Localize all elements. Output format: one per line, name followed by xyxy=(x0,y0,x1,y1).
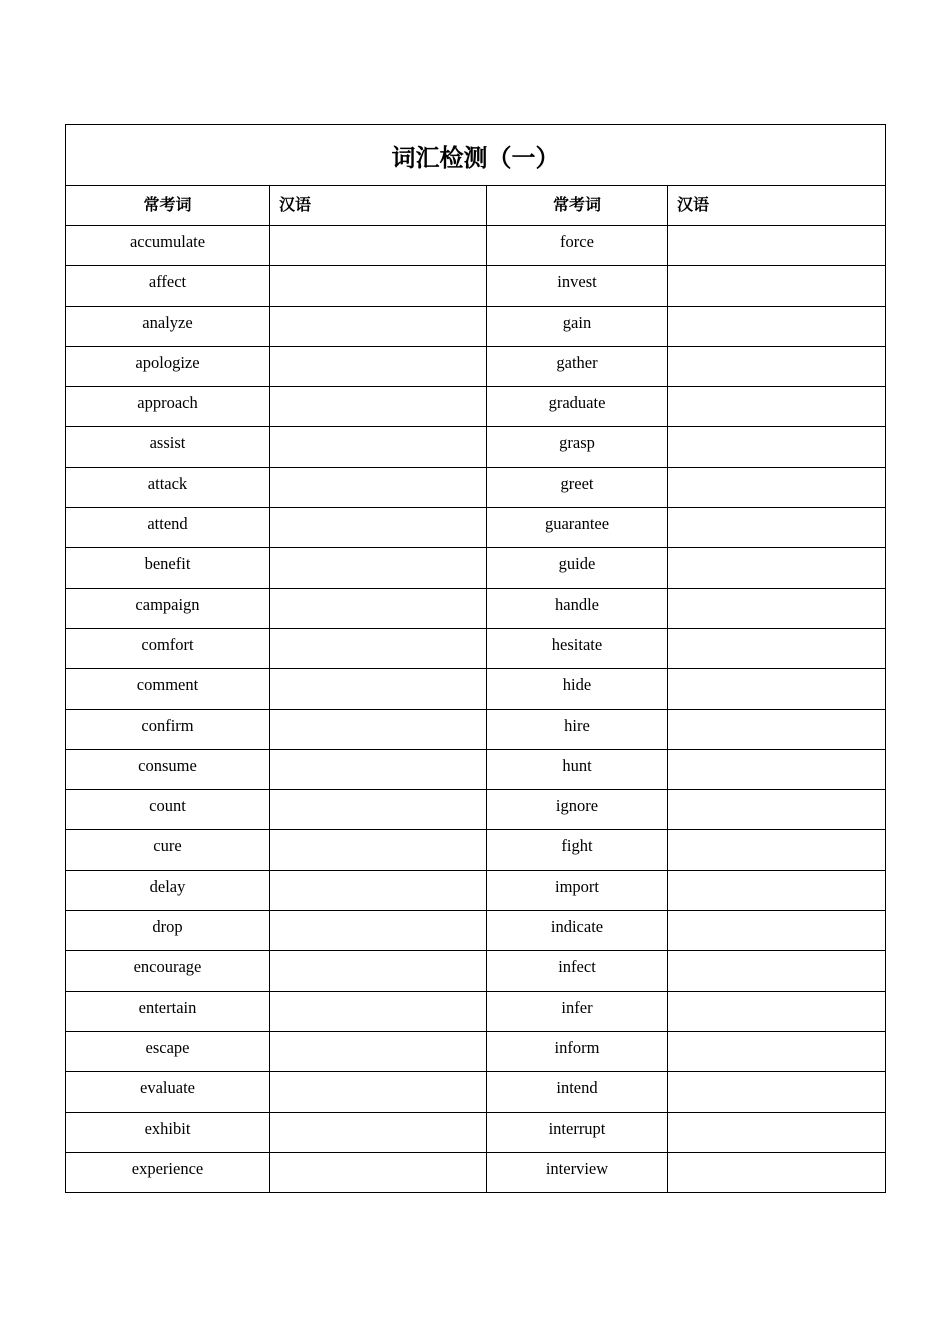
answer-cell-right[interactable] xyxy=(668,870,886,910)
answer-cell-left[interactable] xyxy=(270,588,487,628)
answer-cell-right[interactable] xyxy=(668,467,886,507)
answer-cell-right[interactable] xyxy=(668,306,886,346)
word-left: apologize xyxy=(66,346,270,386)
table-row xyxy=(66,628,886,668)
answer-cell-left[interactable] xyxy=(270,870,487,910)
table-row xyxy=(66,266,886,306)
word-left: escape xyxy=(66,1031,270,1071)
header-row xyxy=(66,186,886,226)
answer-cell-left[interactable] xyxy=(270,1112,487,1152)
table-row xyxy=(66,467,886,507)
table-row xyxy=(66,830,886,870)
word-right: infer xyxy=(487,991,668,1031)
table-row xyxy=(66,991,886,1031)
answer-cell-left[interactable] xyxy=(270,951,487,991)
answer-cell-right[interactable] xyxy=(668,669,886,709)
word-left: campaign xyxy=(66,588,270,628)
word-left: analyze xyxy=(66,306,270,346)
page-title: 词汇检测（一） xyxy=(66,125,886,186)
word-left: drop xyxy=(66,911,270,951)
word-right: handle xyxy=(487,588,668,628)
table-row xyxy=(66,588,886,628)
word-right: hire xyxy=(487,709,668,749)
answer-cell-left[interactable] xyxy=(270,1031,487,1071)
word-right: invest xyxy=(487,266,668,306)
table-row xyxy=(66,749,886,789)
answer-cell-right[interactable] xyxy=(668,709,886,749)
word-right: gain xyxy=(487,306,668,346)
answer-cell-left[interactable] xyxy=(270,1152,487,1192)
answer-cell-right[interactable] xyxy=(668,1152,886,1192)
answer-cell-left[interactable] xyxy=(270,226,487,266)
word-right: graduate xyxy=(487,387,668,427)
table-row xyxy=(66,911,886,951)
word-left: assist xyxy=(66,427,270,467)
answer-cell-left[interactable] xyxy=(270,427,487,467)
word-left: attend xyxy=(66,508,270,548)
word-right: fight xyxy=(487,830,668,870)
title-row xyxy=(66,125,886,186)
word-right: hesitate xyxy=(487,628,668,668)
table-row xyxy=(66,709,886,749)
answer-cell-left[interactable] xyxy=(270,830,487,870)
word-right: gather xyxy=(487,346,668,386)
word-right: ignore xyxy=(487,790,668,830)
table-row xyxy=(66,427,886,467)
answer-cell-left[interactable] xyxy=(270,548,487,588)
table-row xyxy=(66,387,886,427)
word-left: count xyxy=(66,790,270,830)
word-left: confirm xyxy=(66,709,270,749)
answer-cell-right[interactable] xyxy=(668,387,886,427)
word-right: import xyxy=(487,870,668,910)
answer-cell-left[interactable] xyxy=(270,749,487,789)
word-left: benefit xyxy=(66,548,270,588)
word-left: consume xyxy=(66,749,270,789)
word-left: cure xyxy=(66,830,270,870)
answer-cell-right[interactable] xyxy=(668,508,886,548)
answer-cell-left[interactable] xyxy=(270,628,487,668)
word-right: force xyxy=(487,226,668,266)
word-left: entertain xyxy=(66,991,270,1031)
table-row xyxy=(66,1072,886,1112)
word-right: guarantee xyxy=(487,508,668,548)
answer-cell-right[interactable] xyxy=(668,266,886,306)
word-left: comfort xyxy=(66,628,270,668)
word-right: hide xyxy=(487,669,668,709)
answer-cell-right[interactable] xyxy=(668,226,886,266)
word-left: attack xyxy=(66,467,270,507)
answer-cell-left[interactable] xyxy=(270,467,487,507)
answer-cell-right[interactable] xyxy=(668,991,886,1031)
word-right: guide xyxy=(487,548,668,588)
answer-cell-right[interactable] xyxy=(668,1072,886,1112)
word-right: indicate xyxy=(487,911,668,951)
header-chinese-right: 汉语 xyxy=(668,186,886,226)
word-left: delay xyxy=(66,870,270,910)
word-right: inform xyxy=(487,1031,668,1071)
answer-cell-left[interactable] xyxy=(270,346,487,386)
word-left: accumulate xyxy=(66,226,270,266)
word-left: affect xyxy=(66,266,270,306)
answer-cell-left[interactable] xyxy=(270,790,487,830)
table-row xyxy=(66,790,886,830)
answer-cell-left[interactable] xyxy=(270,709,487,749)
answer-cell-right[interactable] xyxy=(668,951,886,991)
table-row xyxy=(66,306,886,346)
header-chinese-left: 汉语 xyxy=(270,186,487,226)
table-row xyxy=(66,226,886,266)
word-left: evaluate xyxy=(66,1072,270,1112)
answer-cell-right[interactable] xyxy=(668,427,886,467)
header-word-right: 常考词 xyxy=(487,186,668,226)
answer-cell-left[interactable] xyxy=(270,1072,487,1112)
table-row xyxy=(66,1112,886,1152)
answer-cell-right[interactable] xyxy=(668,1112,886,1152)
answer-cell-left[interactable] xyxy=(270,306,487,346)
word-right: intend xyxy=(487,1072,668,1112)
answer-cell-left[interactable] xyxy=(270,991,487,1031)
header-word-left: 常考词 xyxy=(66,186,270,226)
answer-cell-left[interactable] xyxy=(270,508,487,548)
table-row xyxy=(66,870,886,910)
answer-cell-right[interactable] xyxy=(668,548,886,588)
answer-cell-right[interactable] xyxy=(668,830,886,870)
table-row xyxy=(66,951,886,991)
answer-cell-right[interactable] xyxy=(668,346,886,386)
answer-cell-right[interactable] xyxy=(668,628,886,668)
word-left: comment xyxy=(66,669,270,709)
word-right: infect xyxy=(487,951,668,991)
answer-cell-right[interactable] xyxy=(668,749,886,789)
table-row xyxy=(66,1031,886,1071)
word-right: grasp xyxy=(487,427,668,467)
table-row xyxy=(66,508,886,548)
word-left: encourage xyxy=(66,951,270,991)
answer-cell-right[interactable] xyxy=(668,790,886,830)
answer-cell-right[interactable] xyxy=(668,1031,886,1071)
word-right: hunt xyxy=(487,749,668,789)
answer-cell-left[interactable] xyxy=(270,911,487,951)
answer-cell-left[interactable] xyxy=(270,387,487,427)
answer-cell-right[interactable] xyxy=(668,911,886,951)
answer-cell-right[interactable] xyxy=(668,588,886,628)
word-left: experience xyxy=(66,1152,270,1192)
answer-cell-left[interactable] xyxy=(270,266,487,306)
word-left: approach xyxy=(66,387,270,427)
table-row xyxy=(66,1152,886,1192)
word-right: greet xyxy=(487,467,668,507)
answer-cell-left[interactable] xyxy=(270,669,487,709)
vocabulary-table xyxy=(65,124,886,1193)
word-right: interview xyxy=(487,1152,668,1192)
table-row xyxy=(66,346,886,386)
table-row xyxy=(66,548,886,588)
table-row xyxy=(66,669,886,709)
word-right: interrupt xyxy=(487,1112,668,1152)
word-left: exhibit xyxy=(66,1112,270,1152)
